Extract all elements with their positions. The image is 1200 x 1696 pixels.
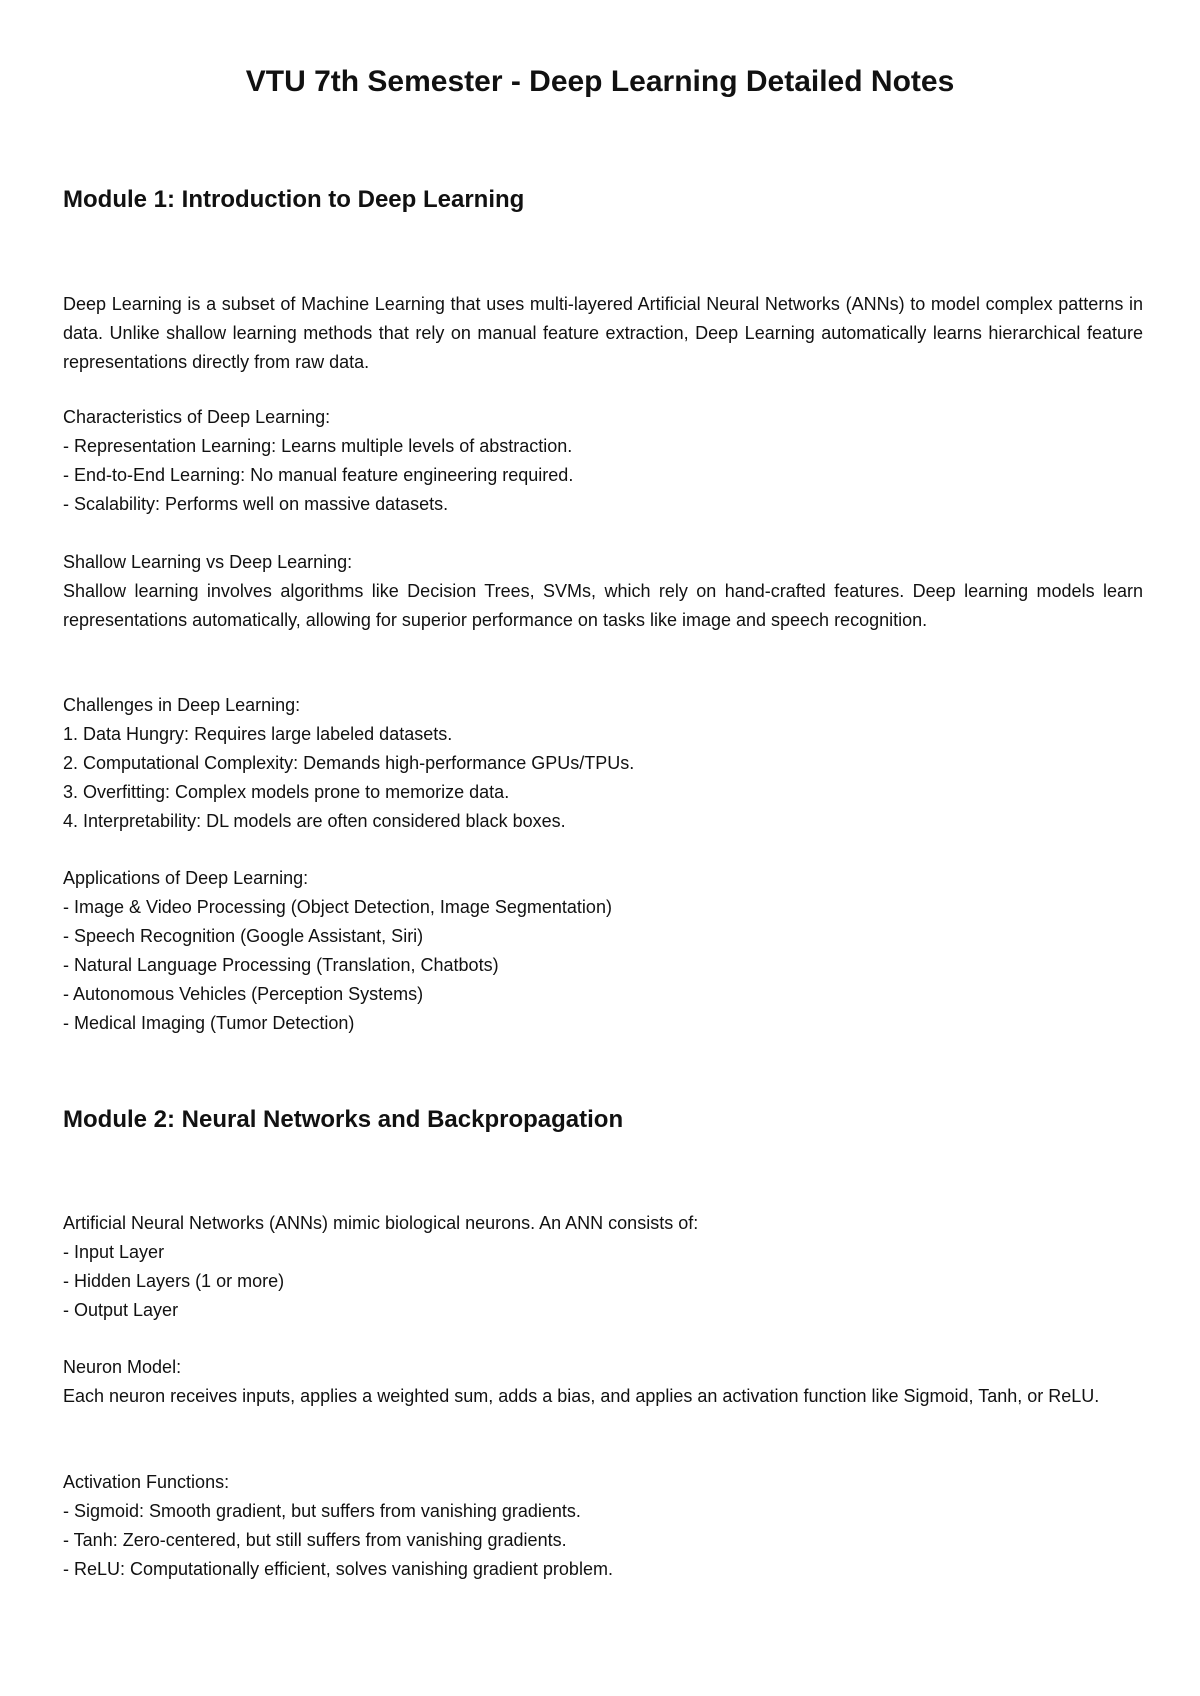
challenges-item: 3. Overfitting: Complex models prone to memorize data. [63, 782, 510, 802]
challenges-item: 1. Data Hungry: Requires large labeled datasets. [63, 724, 453, 744]
characteristics-item: - Representation Learning: Learns multiple levels of abstraction. [63, 436, 573, 456]
document-title: VTU 7th Semester - Deep Learning Detailed Notes [245, 65, 955, 98]
ann-layer-item: - Hidden Layers (1 or more) [63, 1271, 285, 1291]
applications-item: - Image & Video Processing (Object Detection, Image Segmentation) [63, 897, 612, 917]
neuron-model-paragraph: Each neuron receives inputs, applies a weighted sum, adds a bias, and applies an activation function like Sigmoid, Tanh, or ReLU. [63, 1386, 1100, 1406]
module-1-intro-paragraph: Deep Learning is a subset of Machine Learning that uses multi-layered Artificial Neural Networks (ANNs) to model complex patterns in data. Unlike shallow learning methods that rely on manual feature extraction, Deep Learning automatically learns hierarchical feature representations directly from raw data. [63, 294, 1143, 372]
activation-function-item: - Tanh: Zero-centered, but still suffers from vanishing gradients. [63, 1530, 567, 1550]
activation-function-item: - Sigmoid: Smooth gradient, but suffers from vanishing gradients. [63, 1501, 581, 1521]
shallow-vs-deep-paragraph: Shallow learning involves algorithms like Decision Trees, SVMs, which rely on hand-crafted features. Deep learning models learn representations automatically, allowing for superior performance on tasks like image and speech recognition. [63, 581, 1143, 630]
characteristics-label: Characteristics of Deep Learning: [63, 407, 331, 427]
module-2-heading: Module 2: Neural Networks and Backpropagation [63, 1106, 624, 1133]
characteristics-item: - End-to-End Learning: No manual feature engineering required. [63, 465, 574, 485]
shallow-vs-deep-label: Shallow Learning vs Deep Learning: [63, 552, 353, 572]
activation-functions-label: Activation Functions: [63, 1472, 230, 1492]
module-1-heading: Module 1: Introduction to Deep Learning [63, 186, 525, 213]
ann-layer-item: - Input Layer [63, 1242, 165, 1262]
challenges-item: 4. Interpretability: DL models are often considered black boxes. [63, 811, 566, 831]
challenges-item: 2. Computational Complexity: Demands high-performance GPUs/TPUs. [63, 753, 635, 773]
characteristics-item: - Scalability: Performs well on massive datasets. [63, 494, 449, 514]
applications-item: - Natural Language Processing (Translation, Chatbots) [63, 955, 499, 975]
neuron-model-label: Neuron Model: [63, 1357, 182, 1377]
ann-layer-item: - Output Layer [63, 1300, 179, 1320]
challenges-label: Challenges in Deep Learning: [63, 695, 301, 715]
applications-item: - Medical Imaging (Tumor Detection) [63, 1013, 355, 1033]
applications-item: - Autonomous Vehicles (Perception Systems) [63, 984, 424, 1004]
ann-intro: Artificial Neural Networks (ANNs) mimic biological neurons. An ANN consists of: [63, 1213, 699, 1233]
applications-item: - Speech Recognition (Google Assistant, Siri) [63, 926, 424, 946]
applications-label: Applications of Deep Learning: [63, 868, 309, 888]
activation-function-item: - ReLU: Computationally efficient, solves vanishing gradient problem. [63, 1559, 613, 1579]
